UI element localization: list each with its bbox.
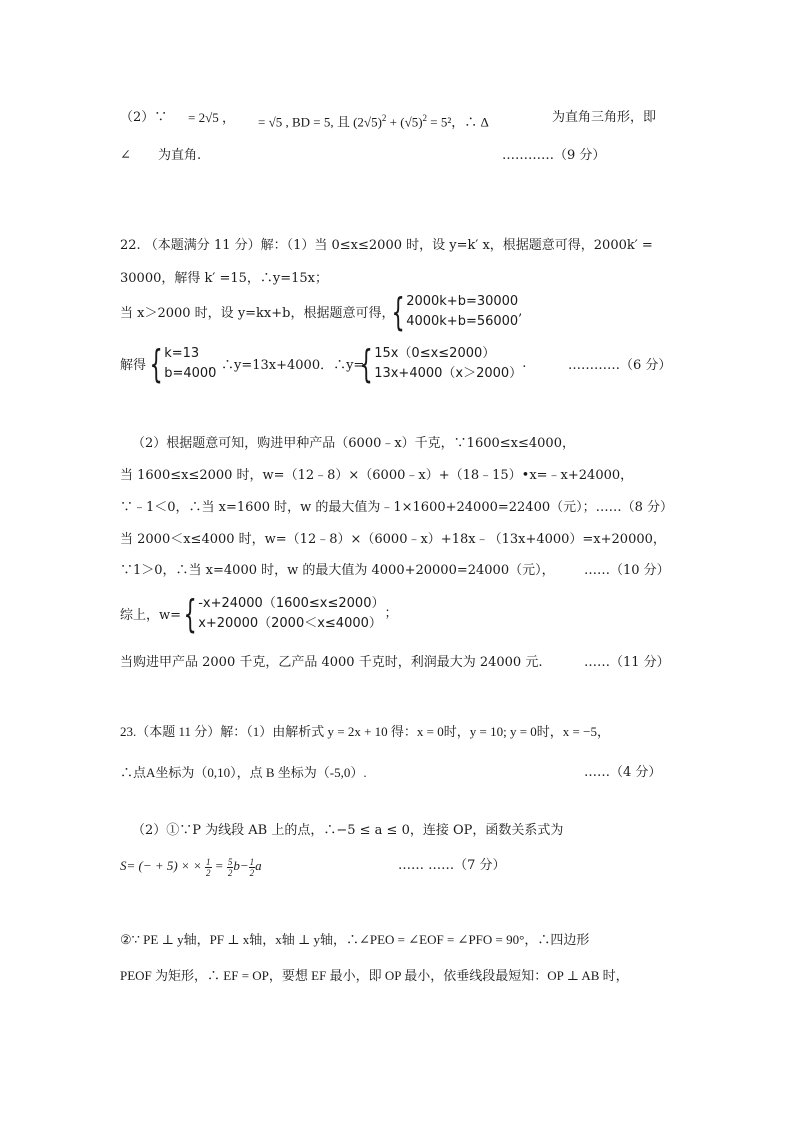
q22-line3-text: 当 x＞2000 时，设 y=kx+b，根据题意可得， <box>120 306 395 321</box>
formula-b-minus: b− <box>233 858 249 873</box>
q23-score1: ……（4 分） <box>584 765 662 780</box>
system1-row1: 2000k+b=30000 <box>406 294 519 309</box>
system4-row1: -x+24000（1600≤x≤2000） <box>198 596 385 611</box>
equation-system-3 <box>356 344 526 384</box>
q22-p2-line7: 当购进甲产品 2000 千克，乙产品 4000 千克时，利润最大为 24000 元. <box>120 655 543 670</box>
q23-p2-formula <box>120 856 262 878</box>
q22-p2-line6-pre: 综上，w= <box>120 608 182 623</box>
q22-line3 <box>120 304 394 324</box>
q22-line2: 30000，解得 k′ =15，∴y=15x； <box>120 271 328 286</box>
q22-score3: ……（11 分） <box>584 655 670 670</box>
frac1-den: 2 <box>206 867 211 878</box>
q21-angle-symbol: ∠ <box>120 148 131 163</box>
equation-system-2 <box>146 344 216 384</box>
q21-conclusion: 为直角三角形，即 <box>552 110 657 125</box>
q21-eq2-main: = √5 , BD = 5, 且 (2√5) <box>258 114 382 130</box>
q22-p2-line2: 当 1600≤x≤2000 时，w=（12﹣8）×（6000﹣x）+（18﹣15）•x=﹣x+24000， <box>120 468 634 483</box>
q21-line1 <box>120 108 167 128</box>
q22-p2-line5: ∵1＞0，∴当 x=4000 时，w 的最大值为 4000+20000=24000（元）， <box>120 563 555 578</box>
q23-p3-line2: PEOF 为矩形，∴ EF = OP，要想 EF 最小，即 OP 最小，依垂线段最短知：OP ⊥ AB 时， <box>120 968 629 983</box>
formula-equals: = <box>211 858 227 873</box>
system3-tail: . <box>522 356 527 371</box>
system1-row2: 4000k+b=56000 <box>406 314 519 329</box>
equation-system-4 <box>180 594 397 634</box>
brace-icon: { <box>391 290 405 334</box>
q21-eq2 <box>258 108 489 132</box>
frac2-num: 5 <box>227 856 233 867</box>
system3-row1: 15x（0≤x≤2000） <box>374 346 496 361</box>
q22-line4-pre: 解得 <box>120 358 147 373</box>
brace-icon: { <box>183 592 197 636</box>
q23-score2: …… ……（7 分） <box>398 858 506 873</box>
q22-p2-line1: （2）根据题意可知，购进甲种产品（6000﹣x）千克，∵1600≤x≤4000， <box>132 436 575 451</box>
formula-a: a <box>255 858 262 873</box>
brace-icon: { <box>359 342 373 386</box>
q21-since: （2）∵ <box>120 110 168 125</box>
q21-eq4: = 5²，∴ Δ <box>427 114 489 130</box>
q22-score1: …………（6 分） <box>568 358 672 373</box>
system2-row2: b=4000 <box>164 366 217 381</box>
q22-p2-line3: ∵﹣1＜0，∴当 x=1600 时，w 的最大值为﹣1×1600+24000=22400（元）；……（8 分） <box>120 500 674 515</box>
q22-line4-mid: ，∴y=13x+4000．∴y= <box>208 358 365 373</box>
q21-eq1: = 2√5 ， <box>188 110 235 125</box>
q23-line2: ∴点A坐标为（0,10），点 B 坐标为（-5,0）. <box>120 765 367 780</box>
formula-part1: S= (− + 5) × × <box>120 858 202 873</box>
q23-p3-line1: ②∵ PE ⊥ y轴，PF ⊥ x轴，x轴 ⊥ y轴，∴∠PEO = ∠EOF = ∠PFO = 90°，∴四边形 <box>120 932 590 947</box>
equation-system-1 <box>388 292 522 332</box>
system1-tail: , <box>518 304 523 319</box>
frac3-num: 1 <box>249 856 255 867</box>
q23-p2-line1: （2）①∵P 为线段 AB 上的点，∴−5 ≤ a ≤ 0，连接 OP，函数关系式为 <box>132 823 564 838</box>
frac1-num: 1 <box>206 856 211 867</box>
system4-tail: ； <box>384 606 398 621</box>
q21-right-angle: 为直角. <box>158 148 202 163</box>
brace-icon: { <box>149 342 163 386</box>
frac2-den: 2 <box>227 867 233 878</box>
q22-p2-line4: 当 2000＜x≤4000 时，w=（12﹣8）×（6000﹣x）+18x﹣（13x+4000）=x+20000， <box>120 532 666 547</box>
system4-row2: x+20000（2000＜x≤4000） <box>198 616 382 631</box>
q21-eq2-sup: 2 <box>381 113 387 123</box>
system3-row2: 13x+4000（x＞2000） <box>374 366 523 381</box>
q21-eq3-sup: 2 <box>422 113 428 123</box>
q23-line1: 23.（本题 11 分）解：（1）由解析式 y = 2x + 10 得：x = 0时，y = 10; y = 0时，x = −5， <box>120 724 610 739</box>
frac3-den: 2 <box>249 867 255 878</box>
q21-score: …………（9 分） <box>502 148 606 163</box>
system2-row1: k=13 <box>164 346 200 361</box>
q22-line1: 22. （本题满分 11 分）解：（1）当 0≤x≤2000 时，设 y=k′ x，根据题意可得，2000k′ = <box>120 238 653 253</box>
q22-score2: ……（10 分） <box>584 563 670 578</box>
q21-eq3-main: + (√5) <box>386 114 423 130</box>
